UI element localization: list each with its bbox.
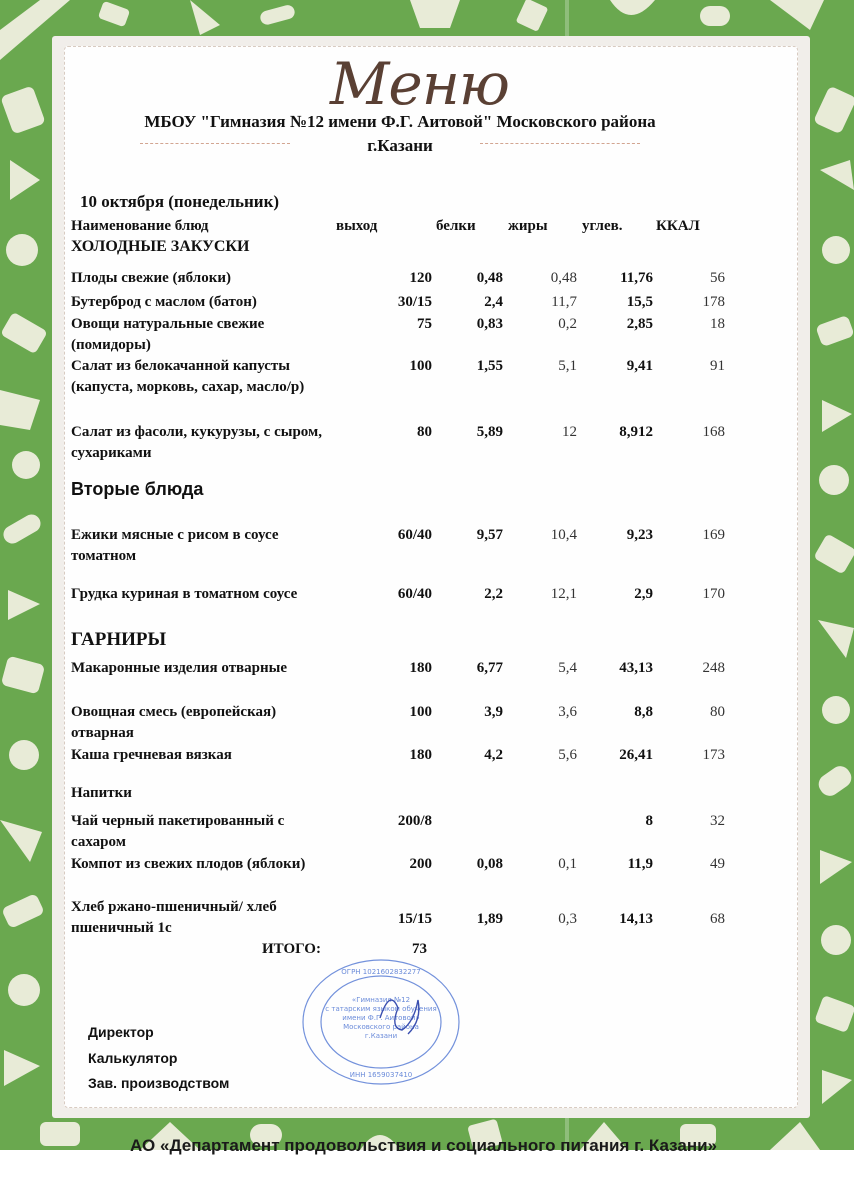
menu-cell-out: 15/15 [397,911,432,927]
menu-cell-fat: 3,6 [558,704,577,720]
menu-cell-fat: 5,6 [558,747,577,763]
menu-cell-protein: 9,57 [476,527,503,543]
menu-logo: Меню [330,50,509,118]
menu-cell-kcal: 32 [710,813,725,829]
menu-cell-carbs: 2,9 [634,586,653,602]
total-value: 73 [412,941,427,957]
menu-cell-fat: 0,3 [558,911,577,927]
signature-head: Зав. производством [88,1075,230,1091]
menu-cell-kcal: 91 [710,358,725,374]
menu-cell-name: Каша гречневая вязкая [71,747,232,763]
menu-cell-kcal: 170 [702,586,725,602]
menu-cell-out: 30/15 [397,294,432,310]
section-cold-snacks: ХОЛОДНЫЕ ЗАКУСКИ [71,238,250,255]
menu-cell-protein: 2,2 [484,586,503,602]
menu-cell-out: 120 [409,270,432,286]
menu-cell-name: Чай черный пакетированный с сахаром [71,813,285,850]
menu-cell-carbs: 9,41 [626,358,653,374]
menu-cell-fat: 10,4 [550,527,577,543]
stamp-line-5: г.Казани [364,1032,398,1040]
section-second-courses: Вторые блюда [71,479,204,499]
menu-cell-carbs: 14,13 [619,911,653,927]
menu-cell-fat: 0,2 [558,316,577,332]
menu-cell-name: Ежики мясные с рисом в соусе томатном [71,527,279,564]
signature-director: Директор [88,1024,154,1040]
menu-cell-protein: 2,4 [484,294,503,310]
menu-cell-fat: 0,48 [550,270,577,286]
total-label: ИТОГО: [262,941,321,957]
menu-cell-out: 60/40 [397,586,432,602]
stamp-line-1: «Гимназия №12 [351,996,411,1004]
section-garnish: ГАРНИРЫ [71,629,167,650]
menu-cell-kcal: 18 [710,316,725,332]
menu-cell-name: Овощная смесь (европейская) отварная [71,704,277,741]
menu-cell-out: 180 [409,747,432,763]
menu-cell-out: 100 [409,704,432,720]
menu-cell-name: Салат из фасоли, кукурузы, с сыром, сухариками [71,424,322,461]
menu-cell-protein: 3,9 [484,704,503,720]
menu-cell-name: Макаронные изделия отварные [71,660,288,676]
column-header-carbs: углев. [582,218,623,234]
menu-cell-kcal: 168 [702,424,725,440]
menu-cell-kcal: 248 [702,660,725,676]
menu-cell-fat: 12 [562,424,577,440]
menu-cell-fat: 5,4 [558,660,577,676]
menu-cell-kcal: 68 [710,911,725,927]
menu-cell-out: 100 [409,358,432,374]
school-city: г.Казани [367,136,433,155]
menu-cell-out: 200 [409,856,432,872]
menu-cell-out: 60/40 [397,527,432,543]
menu-cell-name: Грудка куриная в томатном соусе [71,586,298,602]
menu-cell-kcal: 178 [702,294,725,310]
menu-cell-fat: 5,1 [558,358,577,374]
menu-cell-protein: 0,08 [476,856,503,872]
menu-cell-protein: 0,48 [476,270,503,286]
menu-cell-carbs: 11,76 [620,270,653,286]
menu-cell-out: 200/8 [397,813,432,829]
menu-cell-protein: 5,89 [476,424,503,440]
menu-cell-name: Хлеб ржано-пшеничный/ хлеб пшеничный 1с [71,899,277,936]
menu-cell-protein: 4,2 [484,747,503,763]
menu-cell-out: 80 [417,424,432,440]
school-title [90,110,710,158]
menu-cell-kcal: 49 [710,856,725,872]
menu-cell-protein: 0,83 [476,316,503,332]
menu-cell-fat: 0,1 [558,856,577,872]
menu-cell-name: Бутерброд с маслом (батон) [71,294,257,310]
menu-cell-carbs: 8,8 [634,704,653,720]
column-header-fat: жиры [508,218,548,234]
menu-cell-fat: 11,7 [551,294,577,310]
column-header-name: Наименование блюд [71,218,209,234]
stamp-line-4: Московского района [343,1023,419,1031]
menu-cell-name: Салат из белокачанной капусты (капуста, морковь, сахар, масло/р) [71,358,305,395]
menu-cell-out: 75 [417,316,432,332]
menu-cell-carbs: 26,41 [619,747,653,763]
menu-cell-kcal: 80 [710,704,725,720]
column-header-out: выход [336,218,378,234]
menu-cell-carbs: 8 [645,813,653,829]
menu-cell-carbs: 2,85 [626,316,653,332]
menu-cell-out: 180 [409,660,432,676]
signature-calculator: Калькулятор [88,1050,178,1066]
menu-cell-name: Овощи натуральные свежие (помидоры) [71,316,265,353]
stamp-line-2: с татарским языком обучения [325,1005,437,1013]
stamp-line-3: имени Ф.Г. Аитовой» [342,1014,420,1022]
menu-cell-kcal: 173 [702,747,725,763]
stamp-inn: ИНН 1659037410 [349,1071,413,1079]
menu-cell-protein: 6,77 [476,660,503,676]
column-header-kcal: ККАЛ [656,218,700,234]
menu-cell-protein: 1,55 [476,358,503,374]
menu-cell-name: Плоды свежие (яблоки) [71,270,231,286]
menu-cell-carbs: 11,9 [627,856,653,872]
menu-cell-carbs: 8,912 [619,424,653,440]
stamp-ogrn: ОГРН 1021602832277 [341,968,421,976]
school-name: МБОУ "Гимназия №12 имени Ф.Г. Аитовой" Московского района [144,112,656,131]
menu-cell-carbs: 15,5 [626,294,653,310]
menu-date: 10 октября (понедельник) [80,192,280,211]
section-drinks: Напитки [71,785,132,801]
menu-cell-kcal: 169 [702,527,725,543]
menu-cell-protein: 1,89 [476,911,503,927]
school-stamp [300,958,462,1086]
menu-cell-carbs: 43,13 [619,660,653,676]
menu-cell-carbs: 9,23 [626,527,653,543]
menu-cell-kcal: 56 [710,270,725,286]
footer-organization: АО «Департамент продовольствия и социального питания г. Казани» [130,1136,718,1155]
menu-cell-fat: 12,1 [550,586,577,602]
menu-cell-name: Компот из свежих плодов (яблоки) [71,856,306,872]
column-header-protein: белки [436,218,476,234]
